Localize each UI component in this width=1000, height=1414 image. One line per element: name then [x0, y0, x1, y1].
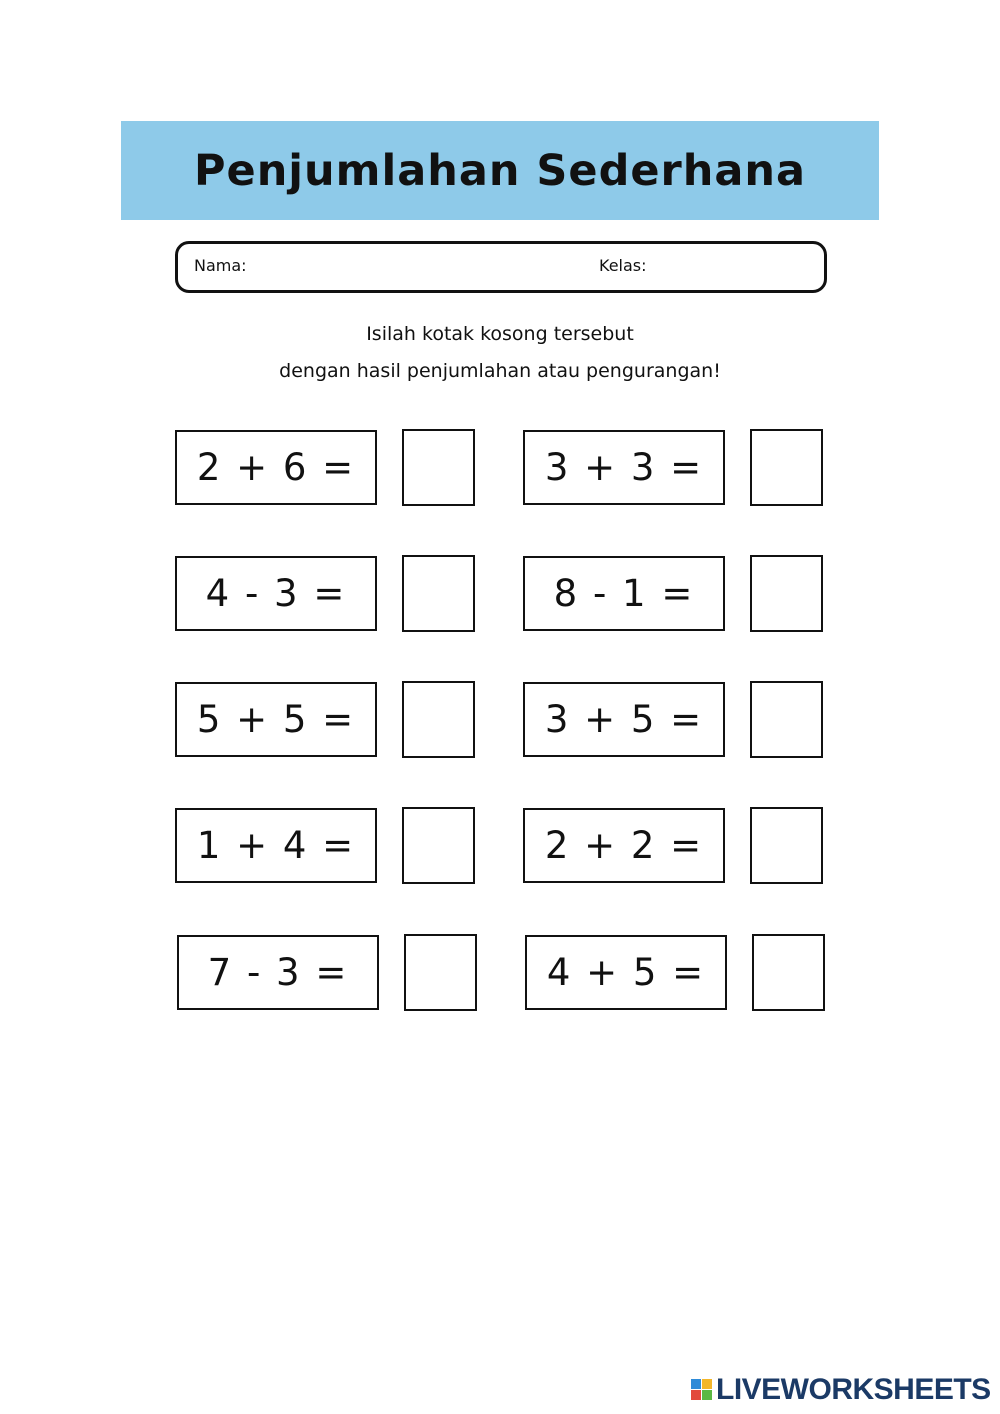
answer-box[interactable] — [750, 681, 823, 758]
answer-box[interactable] — [402, 681, 475, 758]
equation-box: 2 + 2 = — [523, 808, 725, 883]
title-banner — [121, 121, 879, 220]
equation-box: 5 + 5 = — [175, 682, 377, 757]
answer-box[interactable] — [402, 807, 475, 884]
student-info-box — [175, 241, 827, 293]
equation-box: 4 - 3 = — [175, 556, 377, 631]
class-label: Kelas: — [599, 256, 647, 275]
equation-box: 2 + 6 = — [175, 430, 377, 505]
instructions — [0, 316, 1000, 390]
logo-tile — [691, 1390, 701, 1400]
answer-box[interactable] — [750, 429, 823, 506]
answer-box[interactable] — [752, 934, 825, 1011]
answer-box[interactable] — [750, 555, 823, 632]
logo-tile — [702, 1390, 712, 1400]
equation-box: 1 + 4 = — [175, 808, 377, 883]
liveworksheets-logo — [691, 1372, 991, 1408]
logo-tile — [691, 1379, 701, 1389]
equation-box: 3 + 3 = — [523, 430, 725, 505]
instruction-line-1: Isilah kotak kosong tersebut — [366, 323, 634, 345]
equation-box: 8 - 1 = — [523, 556, 725, 631]
logo-tile — [702, 1379, 712, 1389]
equation-box: 4 + 5 = — [525, 935, 727, 1010]
answer-box[interactable] — [402, 555, 475, 632]
answer-box[interactable] — [402, 429, 475, 506]
equation-box: 3 + 5 = — [523, 682, 725, 757]
name-label: Nama: — [194, 256, 247, 275]
page-title: Penjumlahan Sederhana — [194, 145, 806, 196]
equation-box: 7 - 3 = — [177, 935, 379, 1010]
answer-box[interactable] — [404, 934, 477, 1011]
liveworksheets-wordmark: LIVEWORKSHEETS — [716, 1373, 991, 1406]
instruction-line-2: dengan hasil penjumlahan atau pengurangan! — [279, 360, 721, 382]
liveworksheets-logo-icon — [691, 1379, 713, 1401]
answer-box[interactable] — [750, 807, 823, 884]
